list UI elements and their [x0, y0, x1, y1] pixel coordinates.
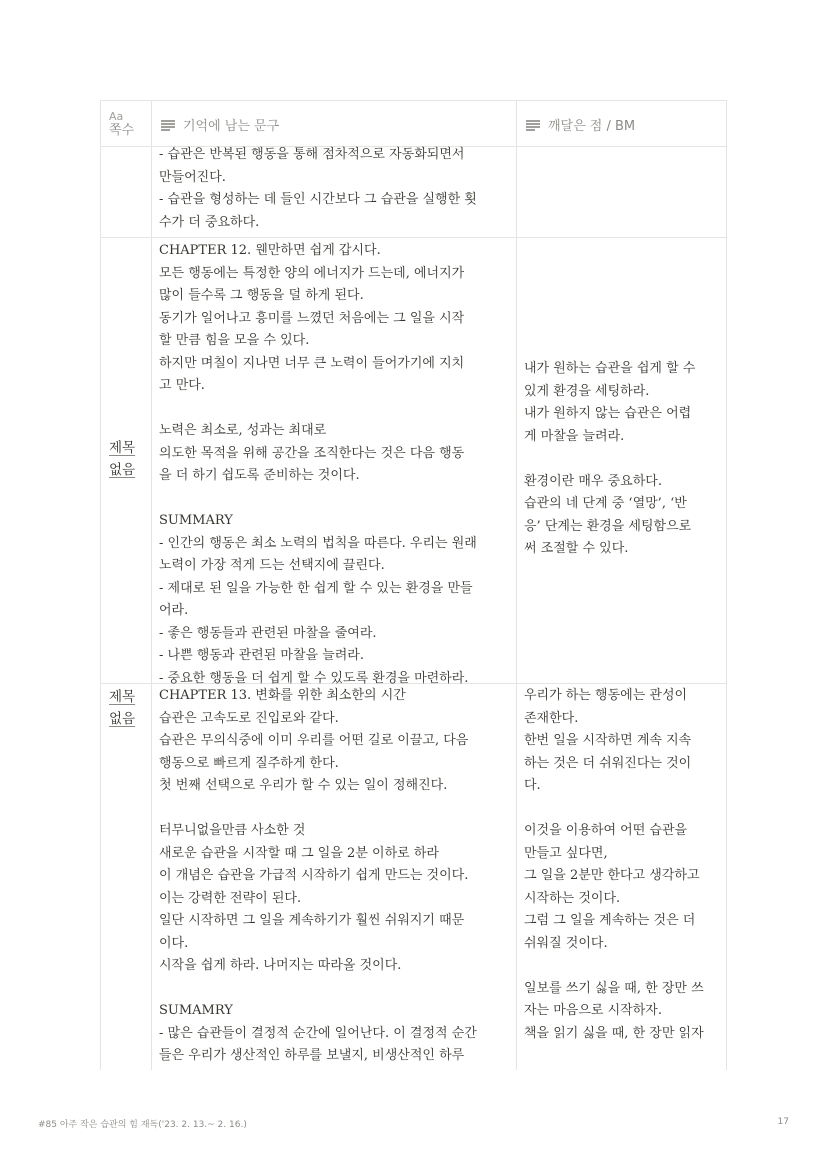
- phrase-cell[interactable]: CHAPTER 12. 웬만하면 쉽게 갑시다. 모든 행동에는 특정한 양의 에너지가 드는데, 에너지가 많이 들수록 그 행동을 덜 하게 된다. 동기가 일어나고 흥미를 느꼈던 처음에는 그 일을 시작 할 만큼 힘을 모을 수 있다. 하지만 며칠이 지나면 너무 큰 노력이 들어가기에 지치 고 만다. 노력은 최소로, 성과는 최대로 의도한 목적을 위해 공간을 조직한다는 것은 다음 행동 을 더 하기 쉽도록 준비하는 것이다. SUMMARY - 인간의 행동은 최소 노력의 법칙을 따른다. 우리는 원래 노력이 가장 적게 드는 선택지에 끌린다. - 제대로 된 일을 가능한 한 쉽게 할 수 있는 환경을 만들 어라. - 좋은 행동들과 관련된 마찰을 줄여라. - 나쁜 행동과 관련된 마찰을 늘려라. - 중요한 행동을 더 쉽게 할 수 있도록 환경을 마련하라.: [159, 243, 477, 686]
- text-lines-icon: [161, 119, 175, 129]
- column-header-label: 쪽수: [109, 122, 135, 138]
- column-header-insight[interactable]: [526, 101, 721, 147]
- column-header-label: 깨달은 점 / BM: [548, 118, 636, 134]
- column-divider: [151, 101, 152, 1070]
- column-header-phrase[interactable]: [161, 101, 511, 147]
- phrase-cell[interactable]: - 습관은 반복된 행동을 통해 점차적으로 자동화되면서 만들어진다. - 습관을 형성하는 데 들인 시간보다 그 습관을 실행한 횟 수가 더 중요하다.: [159, 147, 477, 230]
- text-lines-icon: [526, 119, 540, 129]
- phrase-cell[interactable]: CHAPTER 13. 변화를 위한 최소한의 시간 습관은 고속도로 진입로와 같다. 습관은 무의식중에 이미 우리를 어떤 길로 이끌고, 다음 행동으로 빠르게 질주하게 한다. 첫 번째 선택으로 우리가 할 수 있는 일이 정해진다. 터무니없을만큼 사소한 것 새로운 습관을 시작할 때 그 일을 2분 이하로 하라 이 개념은 습관을 가급적 시작하기 쉽게 만드는 것이다. 이는 강력한 전략이 된다. 일단 시작하면 그 일을 계속하기가 훨씬 쉬워지기 때문 이다. 시작을 쉽게 하라. 나머지는 따라올 것이다. SUMAMRY - 많은 습관들이 결정적 순간에 일어난다. 이 결정적 순간 들은 우리가 생산적인 하루를 보낼지, 비생산적인 하루: [159, 688, 477, 1063]
- column-header-label: 기억에 남는 문구: [183, 118, 280, 134]
- page-title-link[interactable]: 제목 없음: [109, 689, 136, 727]
- page-number: 17: [777, 1117, 789, 1127]
- reading-notes-table: [100, 100, 727, 1070]
- column-divider: [726, 101, 727, 1070]
- row-divider: [101, 237, 727, 238]
- page-title-link[interactable]: 제목 없음: [109, 440, 136, 478]
- text-property-icon: Aa: [109, 109, 124, 123]
- footer-doc-title: #85 아주 작은 습관의 힘 재독('23. 2. 13.~ 2. 16.): [38, 1120, 247, 1130]
- column-header-page[interactable]: [109, 101, 149, 147]
- insight-cell[interactable]: 우리가 하는 행동에는 관성이 존재한다. 한번 일을 시작하면 계속 지속 하는 것은 더 쉬워진다는 것이 다. 이것을 이용하여 어떤 습관을 만들고 싶다면, 그 일을 2분만 한다고 생각하고 시작하는 것이다. 그럼 그 일을 계속하는 것은 더 쉬워질 것이다. 일보를 쓰기 싫을 때, 한 장만 쓰 자는 마음으로 시작하자. 책을 읽기 싫을 때, 한 장만 읽자: [524, 688, 704, 1041]
- column-divider: [516, 101, 517, 1070]
- insight-cell[interactable]: 내가 원하는 습관을 쉽게 할 수 있게 환경을 세팅하라. 내가 원하지 않는 습관은 어렵 게 마찰을 늘려라. 환경이란 매우 중요하다. 습관의 네 단계 중 ‘열망’, ‘반 응’ 단계는 환경을 세팅함으로 써 조절할 수 있다.: [524, 361, 696, 556]
